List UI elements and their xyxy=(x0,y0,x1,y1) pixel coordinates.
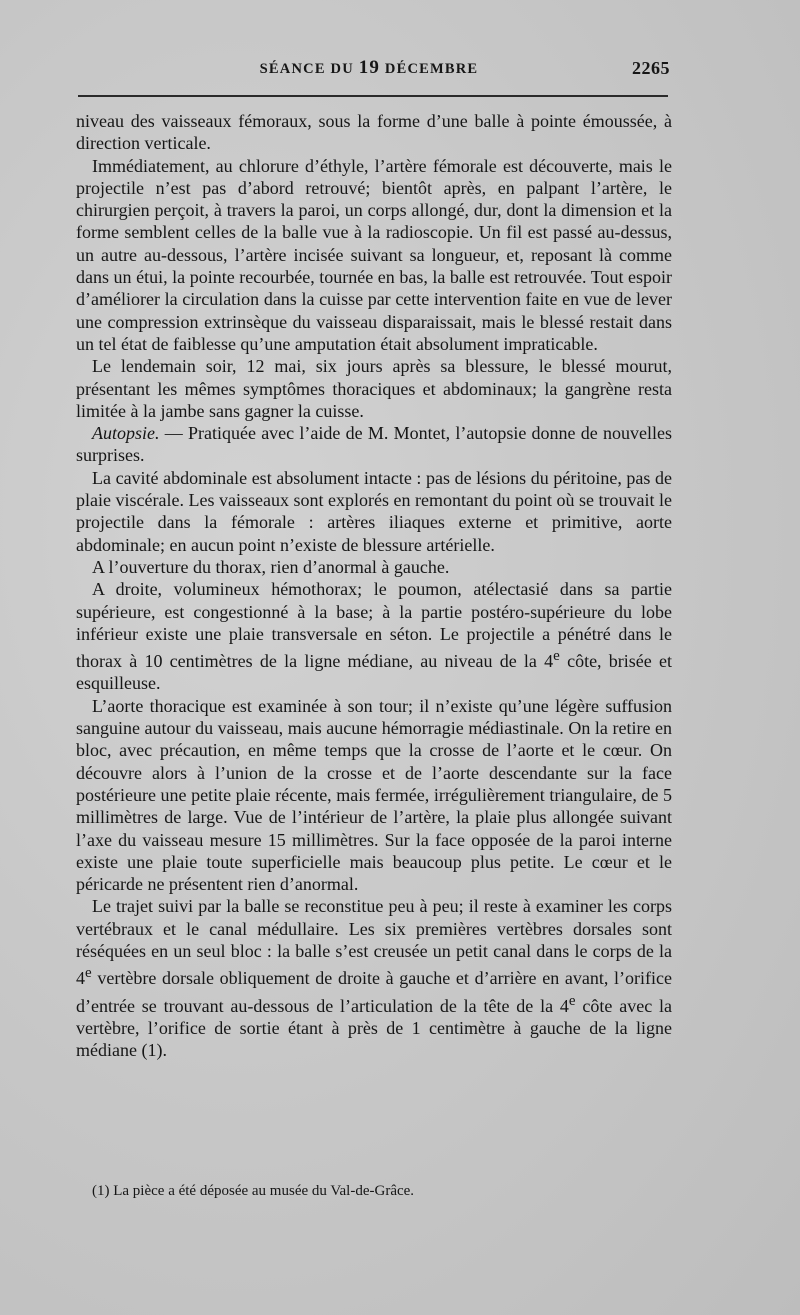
running-header xyxy=(76,55,670,81)
paragraph-continuation: niveau des vaisseaux fémoraux, sous la forme d’une balle à pointe émoussée, à direction verticale. xyxy=(76,111,672,154)
footnote: (1) La pièce a été déposée au musée du Val-de-Grâce. xyxy=(92,1183,415,1199)
thorax-superscript: e xyxy=(553,648,560,665)
vertebra-text-1: Le trajet suivi par la balle se reconstitue peu à peu; il reste à examiner les corps vertébraux et le canal médullaire. Les six premières vertèbres dorsales sont réséquées en un seul bloc : la balle s’est creusée un petit canal dans le corps de la 4 xyxy=(76,896,672,989)
paragraph-thorax-right xyxy=(76,578,672,694)
autopsy-label: Autopsie. xyxy=(92,423,160,444)
vertebra-text-2: vertèbre dorsale obliquement de droite à gauche et d’arrière en avant, l’orifice d’entrée se trouvant au-dessous de l’articulation de la tête de la 4 xyxy=(76,968,672,1016)
paragraph-thorax-left: A l’ouverture du thorax, rien d’anormal à gauche. xyxy=(92,556,450,577)
header-rule xyxy=(78,95,668,97)
thorax-text-after: côte, brisée et esquilleuse. xyxy=(76,651,673,694)
thorax-text-before: A droite, volumineux hémothorax; le poumon, atélectasié dans sa partie supérieure, est congestionné à la base; à la partie postéro-supérieure du lobe inférieur existe une plaie transversale en séton. Le projectile a pénétré dans le thorax à 10 centimètres de la ligne médiane, au niveau de la 4 xyxy=(76,579,672,672)
header-title-day: 19 xyxy=(358,57,381,78)
paragraph-thoracic-aorta: L’aorte thoracique est examinée à son tour; il n’existe qu’une légère suffusion sanguine autour du vaisseau, mais aucune hémorragie médiastinale. On la retire en bloc, avec précaution, en même temps que la crosse de l’aorte et le cœur. On découvre alors à l’union de la crosse et de l’aorte descendante sur la face postérieure une petite plaie récente, mais fermée, irrégulièrement triangulaire, de 5 millimètres de large. Vue de l’intérieur de l’artère, la plaie plus allongée suivant l’axe du vaisseau mesure 15 millimètres. Sur la face opposée de la paroi interne existe une plaie toute superficielle mais beaucoup plus petite. Le cœur et le péricarde ne présentent rien d’anormal. xyxy=(76,695,672,895)
header-title xyxy=(76,57,632,79)
paragraph-autopsy xyxy=(76,422,672,467)
vertebra-text-3: côte avec la vertèbre, l’orifice de sortie étant à près de 1 centimètre à gauche de la ligne médiane (1). xyxy=(76,995,672,1061)
autopsy-text: — Pratiquée avec l’aide de M. Montet, l’autopsie donne de nouvelles surprises. xyxy=(76,423,672,466)
vertebra-superscript-1: e xyxy=(85,965,92,982)
vertebra-superscript-2: e xyxy=(568,992,576,1009)
page-number: 2265 xyxy=(632,57,670,78)
paragraph-vertebrae xyxy=(76,895,672,1061)
header-title-prefix: SÉANCE DU xyxy=(259,61,359,77)
body-text xyxy=(76,110,672,1061)
paragraph-abdominal-cavity: La cavité abdominale est absolument intacte : pas de lésions du péritoine, pas de plaie viscérale. Les vaisseaux sont explorés en remontant du point où se trouvait le projectile dans la fémorale : artères iliaques externe et primitive, aorte abdominale; en aucun point n’existe de blessure artérielle. xyxy=(76,467,672,555)
paragraph-femoral-artery: Immédiatement, au chlorure d’éthyle, l’artère fémorale est découverte, mais le projectile n’est pas d’abord retrouvé; bientôt après, en palpant l’artère, le chirurgien perçoit, à travers la paroi, un corps allongé, dur, dont la dimension et la forme semblent celles de la balle vue à la radioscopie. Un fil est passé au-dessus, un autre au-dessous, l’artère incisée suivant sa longueur, et, reposant là comme dans un étui, la pointe recourbée, tournée en bas, la balle est retrouvée. Tout espoir d’améliorer la circulation dans la cuisse par cette intervention faite en vue de lever une compression extrinsèque du vaisseau disparaissait, mais le blessé restait dans un tel état de faiblesse qu’une amputation était absolument impraticable. xyxy=(76,155,672,354)
paragraph-death: Le lendemain soir, 12 mai, six jours après sa blessure, le blessé mourut, présentant les mêmes symptômes thoraciques et abdominaux; la gangrène resta limitée à la jambe sans gagner la cuisse. xyxy=(76,356,672,421)
header-title-suffix: DÉCEMBRE xyxy=(380,61,479,77)
